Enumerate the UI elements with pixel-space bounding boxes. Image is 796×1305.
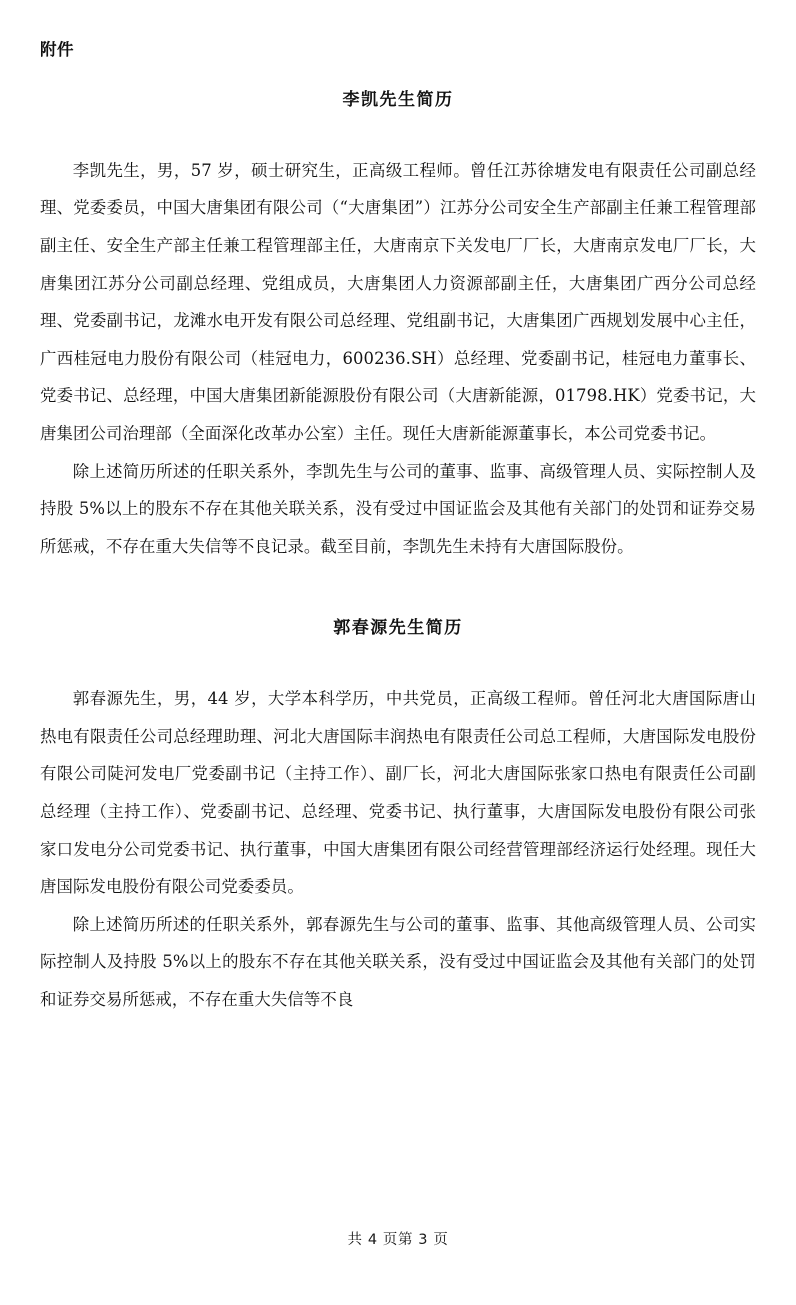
spacer xyxy=(40,638,756,680)
attachment-label: 附件 xyxy=(40,40,74,59)
resume-paragraph-bio-guo-chunyuan: 郭春源先生，男，44 岁，大学本科学历，中共党员，正高级工程师。曾任河北大唐国际唐山热电有限责任公司总经理助理、河北大唐国际丰润热电有限责任公司总工程师，大唐国际发电股份有限公司陡河发电厂党委副书记（主持工作）、副厂长，河北大唐国际张家口热电有限责任公司副总经理（主持工作）、党委副书记、总经理、党委书记、执行董事，大唐国际发电股份有限公司张家口发电分公司党委书记、执行董事，中国大唐集团有限公司经营管理部经济运行处经理。现任大唐国际发电股份有限公司党委委员。 xyxy=(40,689,756,897)
resume-section-guo-chunyuan xyxy=(40,613,756,1018)
document-body xyxy=(40,38,756,1019)
section-title-guo-chunyuan: 郭春源先生简历 xyxy=(333,618,463,639)
spacer xyxy=(40,110,756,152)
resume-paragraph-disclosure-guo-chunyuan: 除上述简历所述的任职关系外，郭春源先生与公司的董事、监事、其他高级管理人员、公司实际控制人及持股 5%以上的股东不存在其他关联关系，没有受过中国证监会及其他有关部门的处罚和证券交易所惩戒，不存在重大失信等不良 xyxy=(40,914,756,1010)
resume-section-li-kai xyxy=(40,85,756,566)
page-footer: 共 4 页第 3 页 xyxy=(347,1232,449,1248)
spacer xyxy=(40,565,756,613)
section-title-li-kai: 李凯先生简历 xyxy=(342,89,454,110)
resume-paragraph-bio-li-kai: 李凯先生，男，57 岁，硕士研究生，正高级工程师。曾任江苏徐塘发电有限责任公司副总经理、党委委员，中国大唐集团有限公司（“大唐集团”）江苏分公司安全生产部副主任兼工程管理部副主任、安全生产部主任兼工程管理部主任，大唐南京下关发电厂厂长，大唐南京发电厂厂长，大唐集团江苏分公司副总经理、党组成员，大唐集团人力资源部副主任，大唐集团广西分公司总经理、党委副书记，龙滩水电开发有限公司总经理、党组副书记，大唐集团广西规划发展中心主任，广西桂冠电力股份有限公司（桂冠电力，600236.SH）总经理、党委副书记，桂冠电力董事长、党委书记、总经理，中国大唐集团新能源股份有限公司（大唐新能源，01798.HK）党委书记，大唐集团公司治理部（全面深化改革办公室）主任。现任大唐新能源董事长，本公司党委书记。 xyxy=(40,160,756,443)
resume-paragraph-disclosure-li-kai: 除上述简历所述的任职关系外，李凯先生与公司的董事、监事、高级管理人员、实际控制人及持股 5%以上的股东不存在其他关联关系，没有受过中国证监会及其他有关部门的处罚和证券交易所惩戒，不存在重大失信等不良记录。截至目前，李凯先生未持有大唐国际股份。 xyxy=(40,461,756,556)
